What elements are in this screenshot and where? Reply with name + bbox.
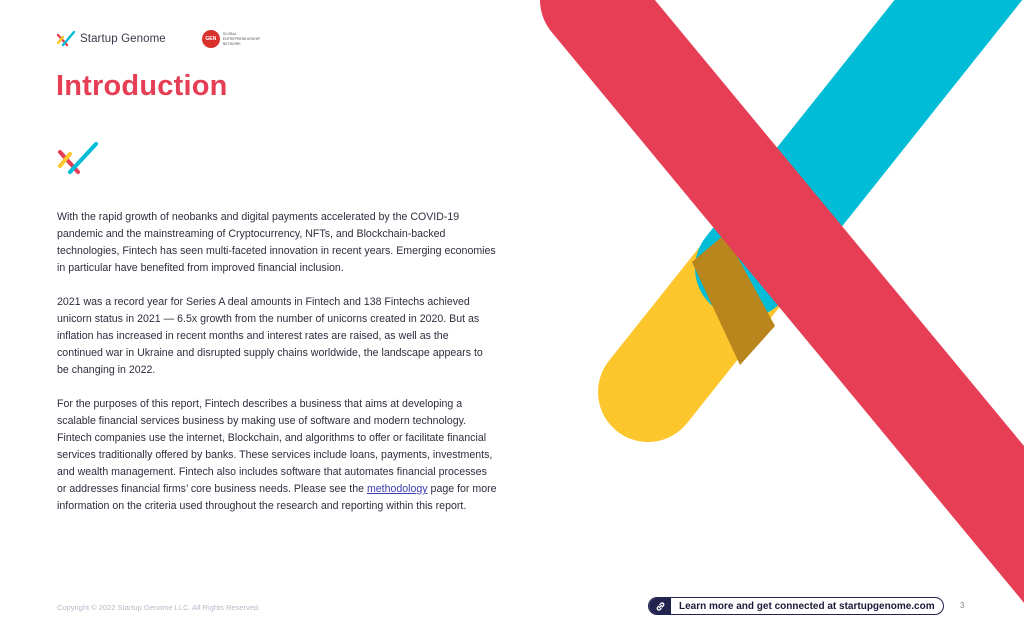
startup-genome-logo-icon bbox=[56, 30, 76, 48]
startupgenome-link-button[interactable] bbox=[648, 597, 944, 615]
gen-line-1: GLOBAL bbox=[222, 32, 237, 36]
yellow-stripe bbox=[648, 245, 765, 392]
page-title: Introduction bbox=[56, 70, 228, 102]
gen-badge bbox=[202, 30, 220, 48]
header bbox=[56, 28, 260, 50]
paragraph-3 bbox=[57, 396, 497, 515]
page-number: 3 bbox=[960, 601, 965, 610]
paragraph-3-text-end: page for more information on the criteria used throughout the research and reporting within this report. bbox=[57, 483, 497, 512]
section-logo-icon bbox=[56, 140, 100, 176]
gen-badge-text: GEN bbox=[205, 36, 217, 42]
blue-stripe bbox=[745, 0, 1024, 268]
body-text bbox=[57, 209, 497, 532]
gen-partner-lines bbox=[223, 32, 260, 46]
brand-name: Startup Genome bbox=[80, 33, 166, 45]
startup-genome-logo[interactable] bbox=[56, 30, 166, 48]
cta-label: Learn more and get connected at startupgenome.com bbox=[679, 600, 935, 612]
copyright-text: Copyright © 2022 Startup Genome LLC. All Rights Reserved. bbox=[57, 603, 261, 612]
red-stripe bbox=[590, 0, 1024, 580]
gen-line-3: NETWORK bbox=[222, 42, 241, 46]
paragraph-3-text-start: For the purposes of this report, Fintech describes a business that aims at developing a scalable financial services business by making use of software and modern technology. Fintech companies use the internet, Blockchain, and algorithms to offer or facilitate financial services traditionally offered by banks. These services include loans, payments, investments, and wealth management. Fintech also includes software that automates financial processes or addresses financial firms’ core business needs. Please see the bbox=[57, 398, 493, 495]
link-icon bbox=[649, 597, 671, 615]
gen-line-2: ENTREPRENEURSHIP bbox=[222, 37, 260, 41]
stripe-overlap-shadow bbox=[692, 234, 775, 365]
methodology-link[interactable]: methodology bbox=[366, 483, 428, 495]
gen-partner-logo[interactable] bbox=[202, 30, 260, 48]
paragraph-1: With the rapid growth of neobanks and digital payments accelerated by the COVID-19 pandemic and the mainstreaming of Cryptocurrency, NFTs, and Blockchain-backed technologies, Fintech has seen multi-faceted innovation in recent years. Emerging economies in particular have benefited from improved financial inclusion. bbox=[57, 211, 496, 274]
paragraph-2: 2021 was a record year for Series A deal amounts in Fintech and 138 Fintechs achieved unicorn status in 2021 — 6.5x growth from the number of unicorns created in 2020. But as inflation has increased in recent months and interest rates are raised, as well as the continued war in Ukraine and disrupted supply chains worldwide, the landscape appears to be changing in 2022. bbox=[57, 296, 483, 376]
